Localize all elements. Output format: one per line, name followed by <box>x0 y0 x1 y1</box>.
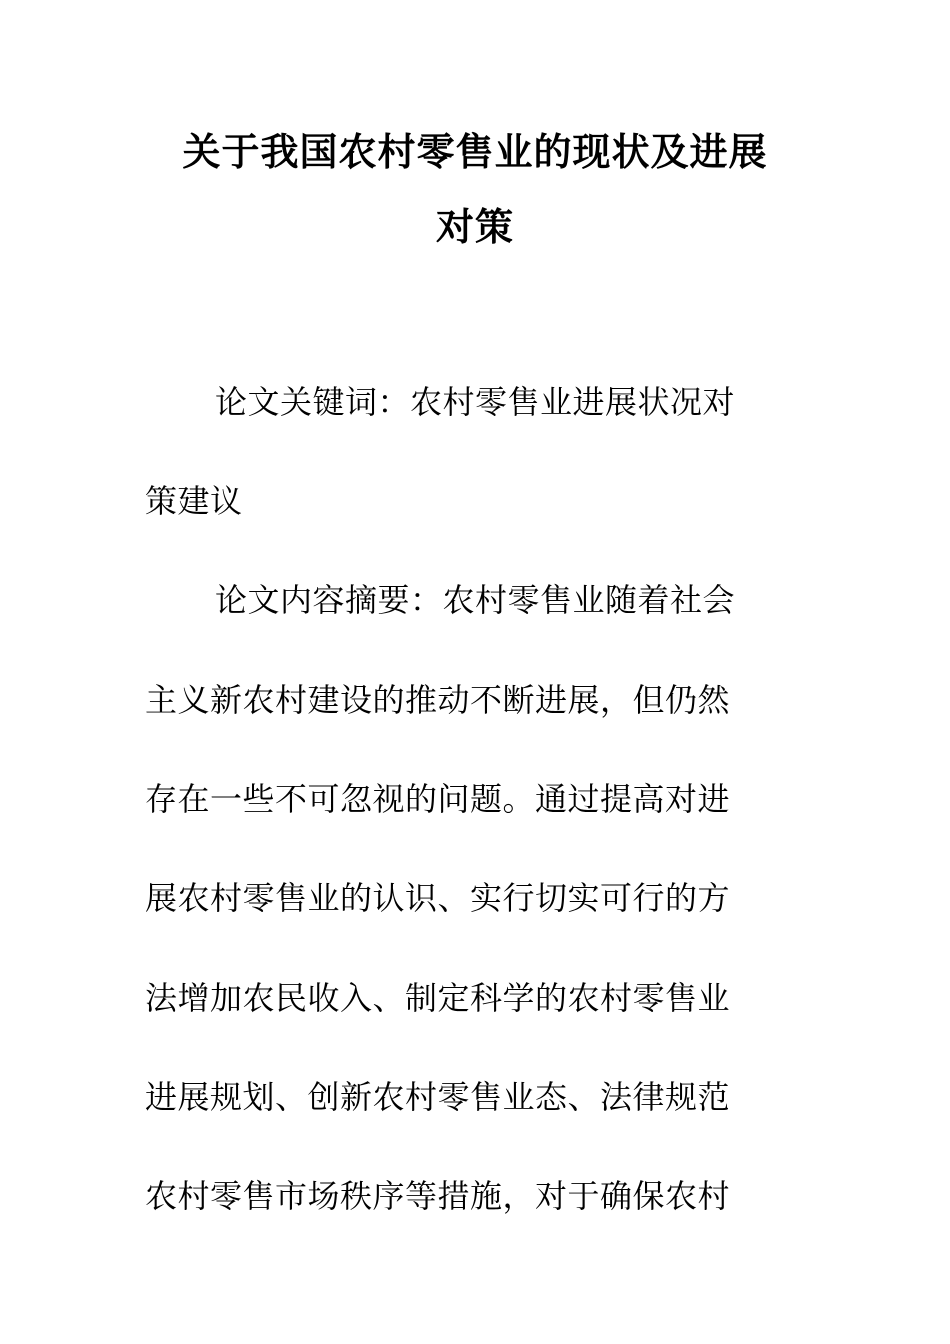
document-title-line-2: 对策 <box>435 205 514 249</box>
abstract-line-3: 存在一些不可忽视的问题。通过提高对进 <box>145 780 731 818</box>
abstract-line-5: 法增加农民收入、制定科学的农村零售业 <box>145 979 731 1017</box>
abstract-line-6: 进展规划、创新农村零售业态、法律规范 <box>145 1078 731 1116</box>
keywords-line-1: 论文关键词：农村零售业进展状况对 <box>215 383 736 421</box>
document-title-line-1: 关于我国农村零售业的现状及进展 <box>182 130 768 174</box>
abstract-line-1: 论文内容摘要：农村零售业随着社会 <box>215 581 736 619</box>
abstract-line-7: 农村零售市场秩序等措施，对于确保农村 <box>145 1177 731 1215</box>
abstract-line-2: 主义新农村建设的推动不断进展，但仍然 <box>145 681 731 719</box>
keywords-line-2: 策建议 <box>145 482 243 520</box>
abstract-line-4: 展农村零售业的认识、实行切实可行的方 <box>145 879 731 917</box>
